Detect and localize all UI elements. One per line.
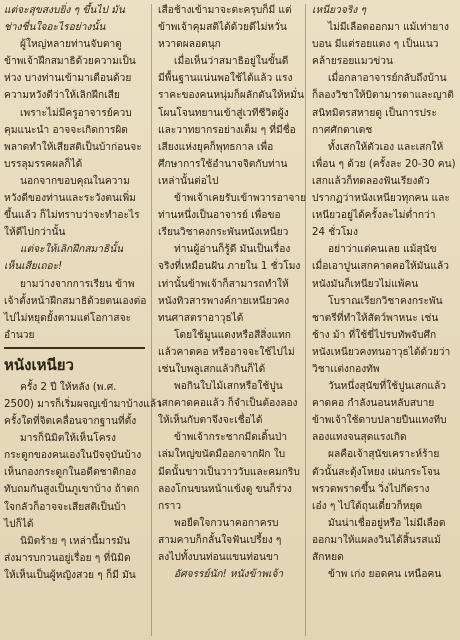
text-line: พลาดทำให้เสียสติเป็นบ้าก่อนจะ — [4, 141, 142, 153]
text-line: เท่านั้นข้าพเจ้าก็สามารถทำให้ — [158, 278, 289, 290]
text-line: และวาทยากรอย่างเต็ม ๆ ที่มีชื่อ — [158, 124, 296, 136]
text-line: ก็ลองวิชาให้บิดามารดาและญาติ — [312, 90, 454, 102]
text-line: อัศจรรย์นัก! หนังข้าพเจ้า — [174, 569, 284, 581]
column-2 — [158, 2, 307, 638]
text-line: เหล่านั้นต่อไป — [158, 175, 219, 187]
text-line: มีดนั้นขาวเป็นวาววับและคมกริบ — [158, 466, 300, 478]
text-line: ท่านผู้อ่านก็รู้ดี มันเป็นเรื่อง — [174, 244, 291, 256]
text-line: ช่างชื่นใจอะไรอย่างนั้น — [4, 22, 106, 34]
text-line: อำนวย — [4, 329, 35, 341]
section-rule — [4, 347, 145, 349]
text-line: ออกมาให้แผลงวินได้สิ้นรสแม้ — [312, 534, 441, 546]
text-line: วันหนึ่งสุนัขที่ใช้ปูนเสกแล้ว — [328, 381, 446, 393]
text-line: ไม่มีเลือดออกมา แม้เท่ายาง — [328, 22, 449, 34]
text-line: ขึ้นแล้ว ก็ไม่ทราบว่าจะทำอะไร — [4, 210, 140, 222]
text-line: ปรากฏว่าหนังเหนียวทุกคน และ — [312, 193, 450, 205]
section-heading: หนังเหนียว — [4, 355, 74, 374]
text-line: จริงที่เหมือนฝัน ภายใน 1 ชั่วโมง — [158, 261, 301, 273]
text-line: ความหวังดีว่าให้เลิกฝึกเสีย — [4, 90, 120, 102]
text-line: เมื่อเอาปูนเสกคาดคอให้มันแล้ว — [312, 261, 449, 273]
text-line: คล้ายรอยแมวข่วน — [312, 56, 393, 68]
text-line: ยามว่างจากการเรียน ข้าพ — [20, 278, 135, 290]
column-1-bottom-text — [4, 379, 162, 584]
text-line: เล่มใหญ่ขนัดมืออกจากฝัก ใบ — [158, 449, 286, 461]
text-line: เสกแล้วก็ทดลองฟันเรียงตัว — [312, 175, 430, 187]
text-line: เสียงแห่งยุคก็พุทธกาล เพื่อ — [158, 141, 274, 153]
text-line: ราคะของคนหนุ่มก็ผลักดันให้หมั่น — [158, 90, 304, 102]
text-line: เมื่อเห็นว่าสมาธิอยู่ในขั้นดี — [174, 56, 289, 68]
text-line: ศึกษาการใช้อำนาจจิตกับท่าน — [158, 158, 288, 170]
text-line: ผลคือเจ้าสุนัขเคราะห์ร้าย — [328, 449, 440, 461]
text-line: แล้วคาดคอ หรืออาจจะใช้ไปไม่ — [158, 346, 295, 358]
text-line: ลองแทงจนสุดแรงเกิด — [312, 432, 407, 444]
text-line: ครั้ง 2 ปี ให้หลัง (พ.ศ. — [20, 381, 117, 393]
text-line: ข้าพเจ้าเคยรับเข้าพวารอาจาย — [174, 193, 307, 205]
text-line: สักหยด — [312, 552, 344, 563]
text-line: หวังดีของท่านและระวังตนเพิ่ม — [4, 193, 136, 205]
text-line: ข้าพเจ้าคุมสติได้ด้วยดีไม่หวั่น — [158, 22, 287, 34]
text-line: ส่งมารบกวนอยู่เรื่อย ๆ ที่นิมิต — [4, 552, 131, 564]
text-line: เสกคาดคอแล้ว ก็จำเป็นต้องลอง — [158, 398, 298, 410]
text-line: เห็นกองกระดูกในอดีตชาติกอง — [4, 467, 137, 479]
text-line: แต่จะสุขสงบยิ่ง ๆ ขึ้นไป มัน — [4, 5, 125, 16]
column-1-top-text — [4, 2, 145, 344]
text-line: เพราะไม่มีครูอาจารย์ควบ — [20, 107, 132, 119]
text-line: หนังมันก็เหนียวไม่แพ้คน — [312, 278, 419, 290]
text-line: เจ้าตั้งหน้าฝึกสมาธิด้วยตนเองต่อ — [4, 295, 147, 307]
column-divider-1 — [151, 4, 152, 636]
text-line: ให้เห็นกับตาจึงจะเชื่อได้ — [158, 415, 263, 427]
text-line: สามคาบก็กลั้นใจฟันเปรี้ยง ๆ — [158, 534, 282, 546]
text-line: เสือช้างเข้ามาจะตะครุบก็มี แต่ — [158, 5, 292, 16]
text-line: ให้เห็นเป็นผู้หญิงสวย ๆ ก็มี มัน — [4, 569, 136, 581]
column-2-text — [158, 2, 307, 583]
column-3 — [312, 2, 456, 638]
text-line: เหนียวอยู่ได้ครั้งละไม่ต่ำกว่า — [312, 210, 436, 222]
text-line: โดยใช้มูนแดงหรือสีสิ่งแทก — [174, 329, 291, 341]
text-line: กาศศักดาเดช — [312, 124, 373, 136]
text-line: นิมิตร้าย ๆ เหล่านี้มารมัน — [20, 535, 131, 547]
text-line: บรรลุมรรคผลก็ได้ — [4, 158, 83, 170]
text-line: มีพื้นฐานแน่นพอใช้ได้แล้ว แรง — [158, 73, 293, 85]
text-line: ช้าง ม้า ที่ใช้ขี่ไปรบทัพจับศึก — [312, 329, 437, 341]
text-line: ข้าพเจ้ากระชากมีดเดิ้นป่า — [174, 432, 288, 444]
text-line: เช่นใบพลูเสกแล้วกินก็ได้ — [158, 363, 266, 375]
text-line: ใจกลัวก็อาจจะเสียสติเป็นบ้า — [4, 501, 127, 513]
text-line: ข้าพเจ้าฝึกสมาธิด้วยความเป็น — [4, 56, 136, 68]
text-line: คาดคอ กำลังนอนหลับสบาย — [312, 398, 435, 410]
text-line: วิชาเเต่งกองทัพ — [312, 363, 380, 375]
text-line: ทั้งเสกให้ตัวเอง และเสกให้ — [328, 141, 444, 153]
text-line: หนังเหนียวคงทนอาวุธได้ด้วยว่า — [312, 346, 451, 358]
column-divider-2 — [305, 4, 306, 636]
text-line: บอน มีแต่รอยแดง ๆ เป็นแนว — [312, 39, 439, 51]
text-line: ห่วง บางท่านเข้ามาเตือนด้วย — [4, 73, 132, 85]
text-line: พอกินใบไม้เสกหรือใช้ปูน — [174, 381, 283, 393]
text-line: ครั้งใดที่จิตเคลื่อนจากฐานที่ตั้ง — [4, 416, 137, 428]
text-line: เมื่อกลาอาจารย์กลับถึงบ้าน — [328, 73, 447, 85]
text-line: พอยืดใจกวนาคอกาครบ — [174, 517, 279, 529]
text-line: ชาตรีที่ทำให้สัตว์พาหนะ เช่น — [312, 312, 439, 324]
text-line: ผู้ใหญ่หลายท่านจับตาดู — [20, 39, 122, 51]
text-line: แต่จะให้เลิกฝึกสมาธินั้น — [20, 244, 124, 256]
text-line: ตัวนั้นสะดุ้งโหยง เผ่นกระโจน — [312, 466, 440, 478]
text-line: คุมแนะนำ อาจจะเกิดการผิด — [4, 124, 128, 136]
text-line: ข้าพ เก่ง ยอดคน เหนือคน — [328, 569, 442, 581]
column-3-text — [312, 2, 456, 583]
text-line: ทับถมกันสูงเป็นภูเขาบ้าง ถ้าตก — [4, 484, 140, 496]
text-line: โบราณเรียกวิชาคงกระพัน — [328, 295, 443, 307]
text-line: เรียนวิชาคงกระพันหนังเหนียว — [158, 227, 289, 239]
text-line: 24 ชั่วโมง — [312, 227, 358, 239]
text-line: เพื่อน ๆ ด้วย (ครั้งละ 20-30 คน) — [312, 158, 456, 170]
text-line: โผนโจนทยานเข้าสู่เวทีชีวิตผู้ง — [158, 107, 289, 119]
text-line: มันน่าเชื่ออยู่หรือ ไม่มีเลือด — [328, 517, 446, 529]
column-1 — [4, 2, 162, 638]
text-line: กระดูกของคนเองในปัจจุบันบ้าง — [4, 450, 142, 462]
text-line: ข้าพเจ้าใช้ดาบปลายปืนแทงทีบ — [312, 415, 447, 427]
text-line: ไปไม่หยุดยั้งตามแต่โอกาสจะ — [4, 312, 132, 324]
text-line: เหนียวจริง ๆ — [312, 5, 366, 16]
text-line: อย่าว่าแต่คนเลย แม้สุนัข — [328, 244, 437, 256]
text-line: เอ๋ง ๆ ไปใต้ถุนเดี๋ยวก็หยุด — [312, 500, 423, 512]
text-line: ลงไปทั้งบนท่อนแขนท่อนขา — [158, 552, 279, 563]
text-line: พรวดพราดขึ้น วิ่งไปกีดราง — [312, 483, 430, 495]
text-line: มารก็นิมิตให้เห็นโครง — [20, 433, 116, 445]
text-line: นอกจากขอบคุณในความ — [20, 175, 130, 187]
text-line: ให้ดีไปกว่านั้น — [4, 227, 66, 239]
text-line: 2500) มารก็เริ่มผจญเข้ามาบ้างแล้ว — [4, 398, 162, 410]
text-line: หนังทิวสารพางค์กายเหนียวคง — [158, 295, 290, 307]
text-line: กราว — [158, 500, 182, 512]
text-line: ไปก็ได้ — [4, 518, 34, 530]
text-line: สนิทมิตรสหายดู เป็นการประ — [312, 107, 437, 119]
text-line: ลองโกนขนหน้าแข้งดู ขนก็ร่วง — [158, 483, 292, 495]
text-line: ท่านหนึ่งเป็นอาจารย์ เพื่อขอ — [158, 210, 281, 222]
text-line: ทนศาสตราอาวุธได้ — [158, 312, 244, 324]
text-line: หวาดผลอตนุก — [158, 39, 221, 51]
text-line: เห็นเสียเถอะ! — [4, 261, 63, 273]
